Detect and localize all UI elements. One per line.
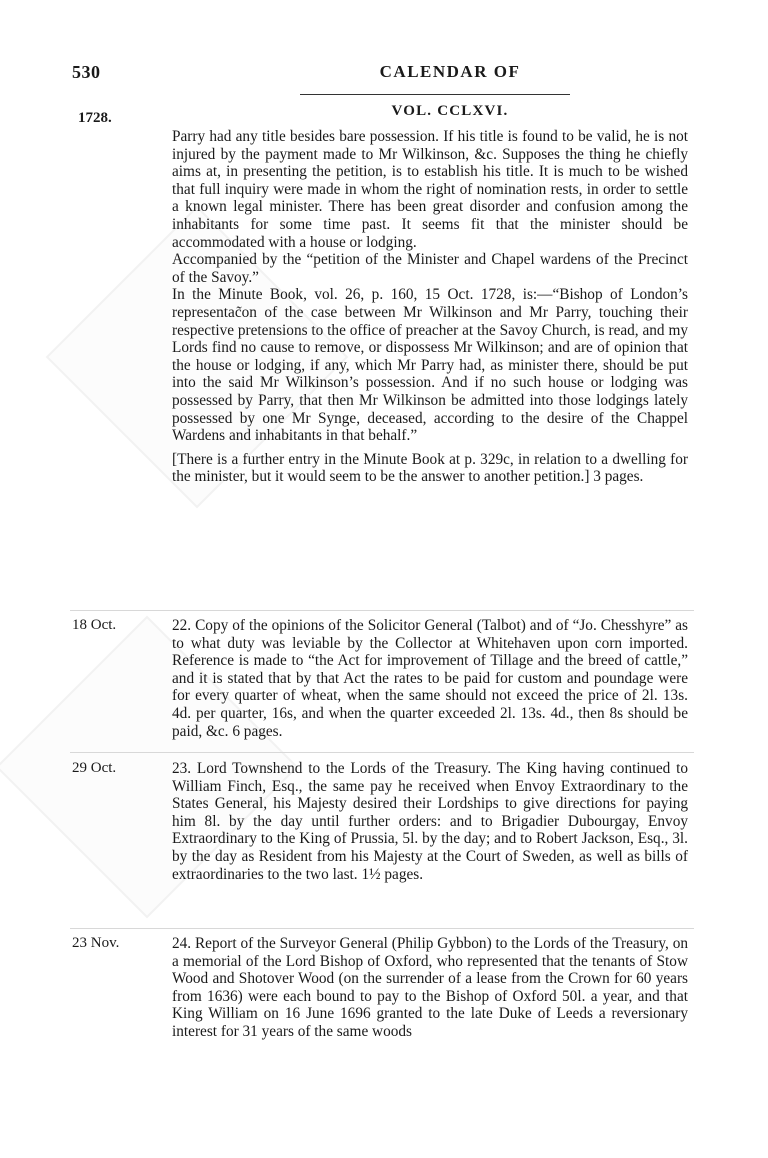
running-title: CALENDAR OF [379, 62, 521, 81]
entry-22 [172, 617, 688, 740]
entry-separator [70, 928, 694, 929]
header-rule [300, 94, 570, 95]
entry-23 [172, 760, 688, 883]
entry-separator [70, 752, 694, 753]
paragraph: Parry had any title besides bare possession. If his title is found to be valid, he is not injured by the payment made to Mr Wilkinson, &c. Supposes the thing he chiefly aims at, in presenting the petition, is to establish his title. It is much to be wished that full inquiry were made in whom the right of nomination rests, in order to settle a known legal minister. There has been great disorder and confusion among the inhabitants for some time past. It seems fit that the minister should be accommodated with a house or lodging. [172, 128, 688, 251]
paragraph: In the Minute Book, vol. 26, p. 160, 15 Oct. 1728, is:—“Bishop of London’s representac̃on of the case between Mr Wilkinson and Mr Parry, touching their respective pretensions to the office of preacher at the Savoy Church, is read, and my Lords find no cause to remove, or dispossess Mr Wilkinson; and are of opinion that the house or lodging, if any, which Mr Parry had, as minister there, should be put into the said Mr Wilkinson’s possession. And if no such house or lodging was possessed by Parry, that then Mr Wilkinson be admitted into those lodgings lately possessed by one Mr Synge, deceased, according to the desire of the Chappel Wardens and inhabitants in that behalf.” [172, 286, 688, 445]
paragraph: 24. Report of the Surveyor General (Philip Gybbon) to the Lords of the Treasury, on a memorial of the Lord Bishop of Oxford, who represented that the tenants of Stow Wood and Shotover Wood (on the surrender of a lease from the Crown for 60 years from 1636) were each bound to pay to the Bishop of Oxford 50l. a year, and that King William on 16 June 1696 granted to the late Duke of Leeds a reversionary interest for 31 years of the same woods [172, 935, 688, 1040]
paragraph: [There is a further entry in the Minute Book at p. 329c, in relation to a dwelling for the minister, but it would seem to be the answer to another petition.] 3 pages. [172, 450, 688, 486]
volume-heading: VOL. CCLXVI. [391, 103, 509, 119]
entry-24 [172, 935, 688, 1041]
entry-continuation [172, 128, 688, 486]
paragraph: 22. Copy of the opinions of the Solicitor General (Talbot) and of “Jo. Chesshyre” as to what duty was leviable by the Collector at Whitehaven upon corn imported. Reference is made to “the Act for improvement of Tillage and the breed of cattle,” and it is stated that by that Act the rates to be paid for custom and poundage were for every quarter of wheat, when the same should not exceed the price of 2l. 13s. 4d. per quarter, 16s, and when the quarter exceeded 2l. 13s. 4d., then 8s should be paid, &c. 6 pages. [172, 617, 688, 740]
year-label: 1728. [78, 110, 112, 126]
entry-date: 29 Oct. [72, 760, 117, 776]
entry-date: 18 Oct. [72, 617, 117, 633]
entry-separator [70, 610, 694, 611]
paragraph: 23. Lord Townshend to the Lords of the Treasury. The King having continued to William Finch, Esq., the same pay he received when Envoy Extraordinary to the States General, his Majesty desired their Lordships to give directions for paying him 8l. by the day until further orders: and to Brigadier Dubourgay, Envoy Extraordinary to the King of Prussia, 5l. by the day; and to Robert Jackson, Esq., 3l. by the day as Resident from his Majesty at the Court of Sweden, as well as bills of extraordinaries to the two last. 1½ pages. [172, 760, 688, 883]
page-number: 530 [72, 62, 101, 82]
paragraph: Accompanied by the “petition of the Minister and Chapel wardens of the Precinct of the Savoy.” [172, 251, 688, 286]
entry-date: 23 Nov. [72, 935, 120, 951]
